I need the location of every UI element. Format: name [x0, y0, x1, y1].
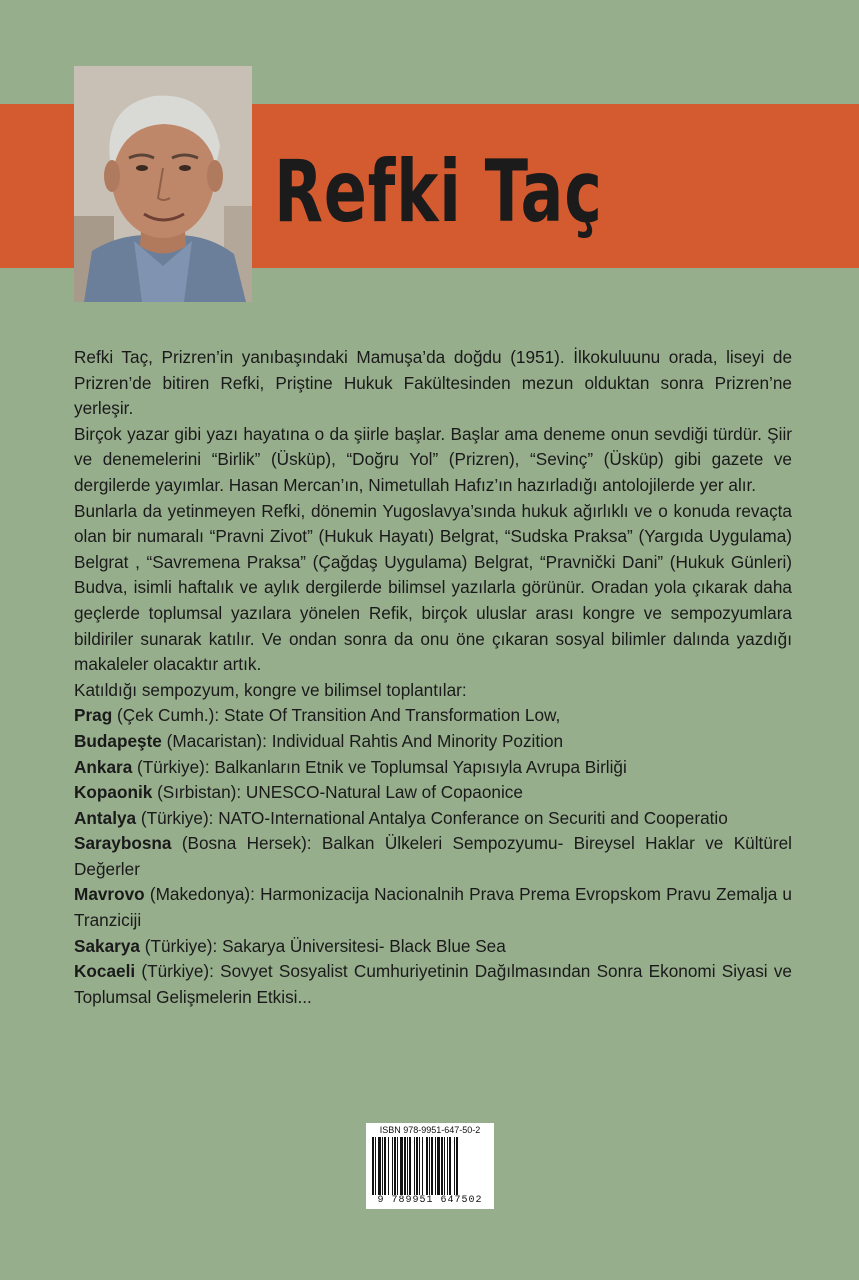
event-item	[74, 780, 792, 806]
event-city: Budapeşte	[74, 730, 162, 751]
event-country: (Türkiye)	[132, 756, 205, 777]
event-country: (Türkiye)	[136, 807, 209, 828]
event-item	[74, 934, 792, 960]
event-title: : Sakarya Üniversitesi- Black Blue Sea	[212, 935, 506, 956]
event-title: : Sovyet Sosyalist Cumhuriyetinin Dağılmasından Sonra Ekonomi Siyasi ve Toplumsal Gelişmelerin Etkisi...	[74, 961, 792, 1007]
event-city: Prag	[74, 705, 113, 726]
isbn-barcode	[366, 1123, 494, 1209]
event-city: Kocaeli	[74, 961, 136, 982]
event-title: : UNESCO-Natural Law of Copaonice	[236, 782, 523, 803]
event-title: : NATO-International Antalya Conferance on Securiti and Cooperatio	[208, 807, 728, 828]
event-item	[74, 806, 792, 832]
author-name: Refki Taç	[274, 142, 603, 242]
event-country: (Macaristan)	[161, 730, 263, 751]
author-photo	[74, 66, 252, 302]
isbn-label: ISBN 978-9951-647-50-2	[379, 1125, 481, 1135]
events-list	[74, 703, 792, 1010]
event-item	[74, 959, 792, 1010]
back-cover-text	[74, 345, 792, 1010]
event-title: : Individual Rahtis And Minority Pozition	[262, 730, 564, 751]
bio-paragraph: Birçok yazar gibi yazı hayatına o da şiirle başlar. Başlar ama deneme onun sevdiği türdür. Şiir ve denemelerini “Birlik” (Üsküp), “Doğru Yol” (Prizren), “Sevinç” (Üsküp) gibi gazete ve dergilerde yayımlar. Hasan Mercan’ın, Nimetullah Hafız’ın hazırladığı antolojilerde yer alır.	[74, 423, 792, 495]
event-title: : State Of Transition And Transformation Low,	[214, 705, 561, 726]
event-title: : Harmonizacija Nacionalnih Prava Prema Evropskom Pravu Zemalja u Tranziciji	[74, 884, 792, 931]
isbn-digits: 9 789951 647502	[377, 1195, 483, 1206]
event-country: (Çek Cumh.)	[112, 705, 215, 726]
events-intro: Katıldığı sempozyum, kongre ve bilimsel toplantılar:	[74, 679, 467, 700]
event-city: Antalya	[74, 807, 137, 828]
bio-paragraph: Refki Taç, Prizren’in yanıbaşındaki Mamuşa’da doğdu (1951). İlkokuluunu orada, liseyi de Prizren’de bitiren Refki, Priştine Hukuk Fakültesinden mezun olduktan sonra Prizren’ne yerleşir.	[74, 347, 792, 419]
event-item	[74, 831, 792, 882]
event-city: Mavrovo	[74, 884, 145, 905]
event-item	[74, 703, 792, 729]
event-city: Saraybosna	[74, 833, 172, 854]
event-city: Kopaonik	[74, 782, 153, 803]
event-country: (Bosna Hersek)	[171, 833, 307, 854]
barcode-bars	[372, 1137, 488, 1195]
event-title: : Balkanların Etnik ve Toplumsal Yapısıyla Avrupa Birliği	[204, 756, 627, 777]
event-country: (Türkiye)	[135, 961, 210, 982]
event-item	[74, 882, 792, 933]
event-title: : Balkan Ülkeleri Sempozyumu- Bireysel Haklar ve Kültürel Değerler	[74, 833, 792, 879]
event-item	[74, 755, 792, 781]
bio-paragraph: Bunlarla da yetinmeyen Refki, dönemin Yugoslavya’sında hukuk ağırlıklı ve o konuda revaçta olan bir numaralı “Pravni Zivot” (Hukuk Hayatı) Belgrat, “Sudska Praksa” (Yargıda Uygulama) Belgrat , “Savremena Praksa” (Çağdaş Uygulama) Belgrat, “Pravnički Dani” (Hukuk Günleri) Budva, isimli haftalık ve aylık dergilerde bilimsel yazılarla görünür. Oradan yola çıkarak daha geçlerde toplumsal yazılara yönelen Refik, birçok uluslar arası kongre ve sempozyumlara bildiriler sunarak katılır. Ve ondan sonra da onu öne çıkaran sosyal bilimler dalında yazdığı makaleler olacaktır artık.	[74, 500, 792, 675]
event-country: (Makedonya)	[144, 884, 251, 905]
event-country: (Türkiye)	[139, 935, 213, 956]
event-city: Sakarya	[74, 935, 140, 956]
author-photo-illustration	[74, 66, 252, 302]
event-country: (Sırbistan)	[152, 782, 237, 803]
event-item	[74, 729, 792, 755]
event-city: Ankara	[74, 756, 133, 777]
